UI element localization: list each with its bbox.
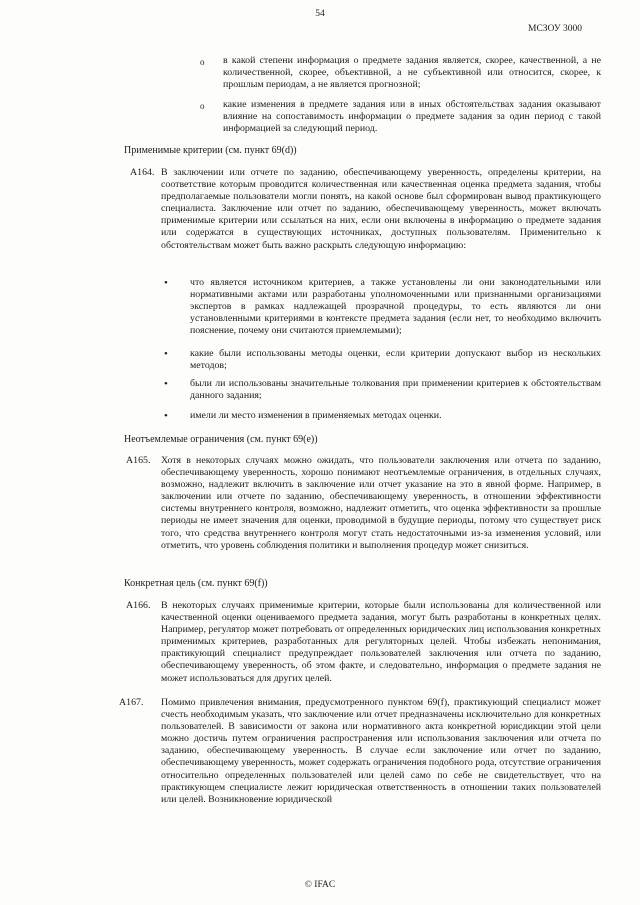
paragraph-number: A165.: [126, 455, 151, 466]
paragraph-a167: Помимо привлечения внимания, предусмотренного пунктом 69(f), практикующий специалист может счесть необходимым указать, что заключение или отчет предназначены исключительно для конкретных пользователей. В зависимости от закона или нормативного акта конкретной юрисдикции этой цели можно достичь путем ограничения распространения или использования заключения или отчета по заданию, обеспечивающему уверенность. В случае если заключение или отчет по заданию, обеспечивающему уверенность, может содержать ограничения подобного рода, отсутствие ограничения относительно определенных пользователей или целей само по себе не свидетельствует, что на практикующем специалисте лежит юридическая ответственность в отношении таких пользователей или целей. Возникновение юридической: [161, 697, 601, 805]
intro-item: в какой степени информация о предмете задания является, скорее, качественной, а не количественной, скорее, объективной, а не субъективной или относится, скорее, к прошлым периодам, а не является прогнозной;: [223, 55, 601, 91]
paragraph-a166: В некоторых случаях применимые критерии, которые были использованы для количественной или качественной оценки оцениваемого предмета задания, могут быть разработаны в конкретных целях. Например, регулятор может потребовать от определенных юридических лиц использования конкретных применимых критериев, разработанных для регуляторных целей. Чтобы избежать непонимания, практикующий специалист предупреждает пользователей заключения или отчета по заданию, обеспечивающему уверенность, об этом факте, и следовательно, информация о предмете задания не может использоваться для других целей.: [161, 600, 601, 684]
circle-bullet-icon: o: [200, 101, 205, 111]
footer-copyright: © IFAC: [304, 880, 336, 890]
paragraph-a164: В заключении или отчете по заданию, обеспечивающему уверенность, определены критерии, на соответствие которым проводится количественная или качественная оценка предмета задания, чтобы предполагаемые пользователи могли понять, на какой основе был сформирован вывод практикующего специалиста. Заключение или отчет по заданию, обеспечивающему уверенность, может включать применимые критерии или ссылаться на них, если они включены в информацию о предмете задания или содержатся в существующих источниках, доступных пользователям. Применительно к обстоятельствам может быть важно раскрыть следующую информацию:: [161, 167, 601, 251]
paragraph-a165: Хотя в некоторых случаях можно ожидать, что пользователи заключения или отчета по заданию, обеспечивающему уверенность, хорошо понимают неотъемлемые ограничения, в отдельных случаях, возможно, надлежит включить в заключение или отчет указание на это в явной форме. Например, в заключении или отчете по заданию, обеспечивающему уверенность, в отношении эффективности системы внутреннего контроля, возможно, надлежит отметить, что оценка эффективности за прошлые периоды не имеет значения для оценки, проводимой в будущие периоды, потому что существует риск того, что средства внутреннего контроля могут стать недостаточными из-за изменения условий, или отметить, что уровень соблюдения политики и выполнения процедур может снизиться.: [161, 455, 601, 551]
intro-item: какие изменения в предмете задания или в иных обстоятельствах задания оказывают влияние на сопоставимость информации о предмете задания за один период с такой информацией за следующий период.: [223, 99, 601, 135]
section-heading-limitations: Неотъемлемые ограничения (см. пункт 69(e)): [124, 434, 318, 445]
criteria-bullet: что является источником критериев, а также установлены ли они законодательными или нормативными актами или разработаны уполномоченными или признанными организациями экспертов в рамках надлежащей прозрачной процедуры, то есть являются ли они установленными критериями в контексте предмета задания (если нет, то необходимо включить пояснение, почему они считаются приемлемыми);: [190, 277, 601, 337]
bullet-icon: •: [164, 378, 168, 390]
page-number: 54: [315, 9, 325, 19]
bullet-icon: •: [164, 277, 168, 289]
circle-bullet-icon: o: [200, 57, 205, 67]
paragraph-number: A167.: [119, 697, 144, 708]
paragraph-number: A164.: [130, 167, 155, 178]
section-heading-criteria: Применимые критерии (см. пункт 69(d)): [124, 145, 297, 156]
bullet-icon: •: [164, 348, 168, 360]
standard-code: МСЗОУ 3000: [528, 24, 582, 34]
criteria-bullet: имели ли место изменения в применяемых методах оценки.: [190, 410, 442, 421]
criteria-bullet: были ли использованы значительные толкования при применении критериев к обстоятельствам данного задания;: [190, 378, 601, 402]
criteria-bullet: какие были использованы методы оценки, если критерии допускают выбор из нескольких методов;: [190, 348, 601, 372]
bullet-icon: •: [164, 410, 168, 422]
section-heading-purpose: Конкретная цель (см. пункт 69(f)): [124, 578, 268, 589]
paragraph-number: A166.: [126, 600, 151, 611]
